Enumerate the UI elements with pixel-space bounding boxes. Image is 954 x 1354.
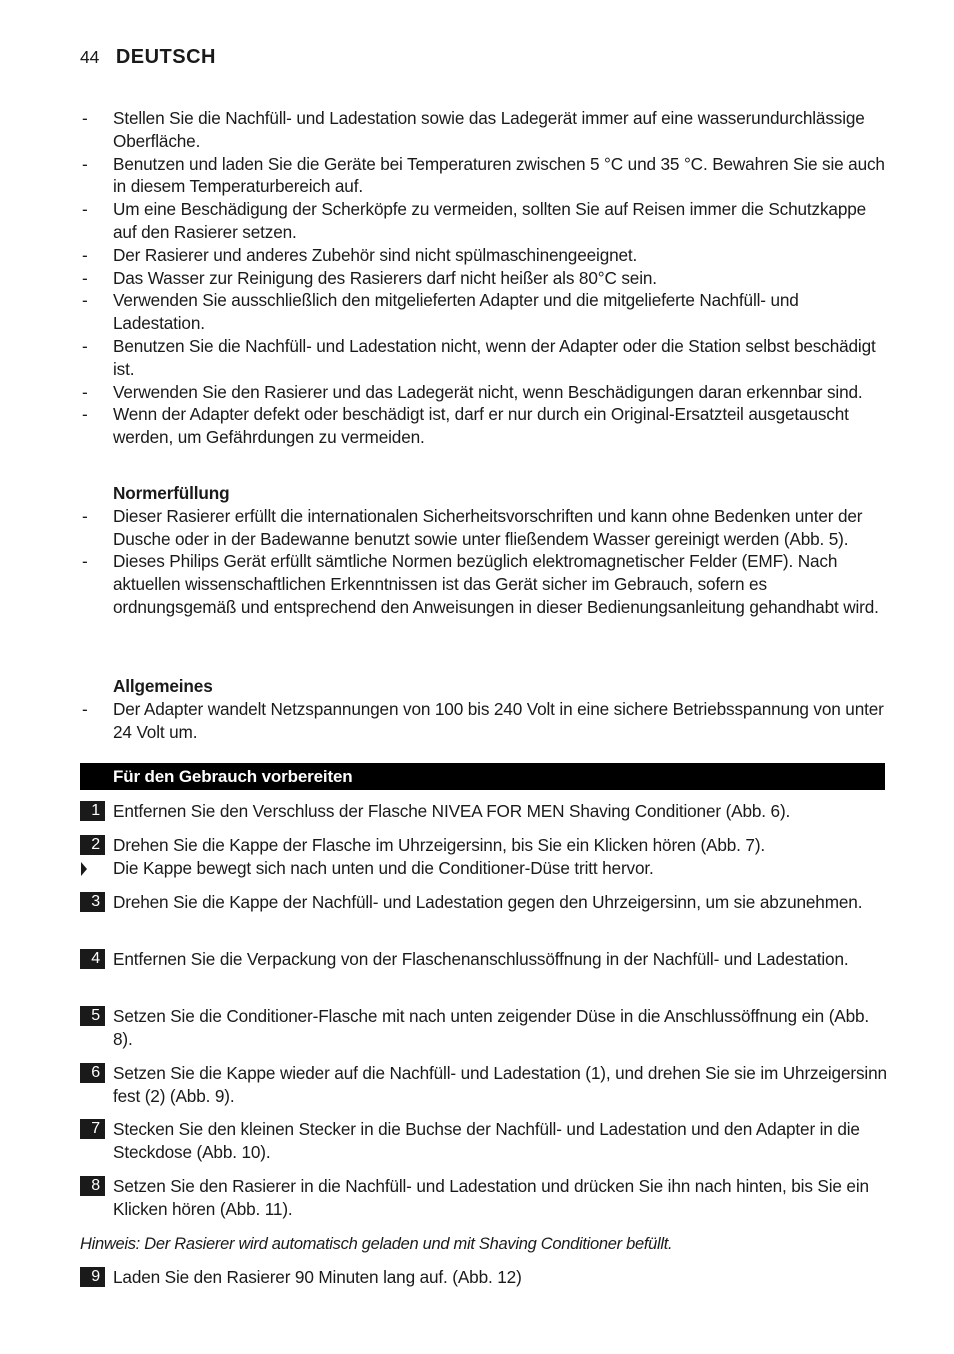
list-item: - Der Adapter wandelt Netzspannungen von 100 bis 240 Volt in eine sichere Betriebsspannung von unter 24 Volt um.: [82, 698, 884, 742]
prep-section-bar: Für den Gebrauch vorbereiten: [80, 763, 885, 790]
step-number: 5: [80, 1006, 105, 1026]
list-item: - Wenn der Adapter defekt oder beschädigt ist, darf er nur durch ein Original-Ersatzteil ausgetauscht werden, um Gefährdungen zu vermeiden.: [82, 404, 849, 448]
step-number: 3: [80, 892, 105, 912]
list-item: - Stellen Sie die Nachfüll- und Ladestation sowie das Ladegerät immer auf eine wasserundurchlässige Oberfläche.: [82, 108, 865, 151]
warnings-list: [80, 107, 890, 449]
step-5: 5 Setzen Sie die Conditioner-Flasche mit nach unten zeigender Düse in die Anschlussöffnung ein (Abb. 8).: [80, 1005, 890, 1051]
compliance-section: [80, 482, 890, 619]
step-number: 6: [80, 1063, 105, 1083]
list-item: - Der Rasierer und anderes Zubehör sind nicht spülmaschinengeeignet.: [82, 244, 638, 265]
general-heading: Allgemeines: [113, 676, 213, 696]
list-item: - Dieses Philips Gerät erfüllt sämtliche Normen bezüglich elektromagnetischer Felder (EMF). Nach aktuellen wissenschaftlichen Erkenntnissen ist das Gerät sicher im Gebrauch, sofern es ordnungsgemäß und entsprechend den Anweisungen in dieser Bedienungsanleitung gehandhabt wird.: [82, 551, 879, 617]
page-number: 44: [80, 47, 100, 67]
list-item: - Benutzen und laden Sie die Geräte bei Temperaturen zwischen 5 °C und 35 °C. Bewahren Sie sie auch in diesem Temperaturbereich auf.: [82, 153, 885, 197]
step-number: 4: [80, 949, 105, 969]
list-item: - Dieser Rasierer erfüllt die internationalen Sicherheitsvorschriften und kann ohne Bedenken unter der Dusche oder in der Badewanne benutzt sowie unter fließendem Wasser gereinigt werden (Abb. 5).: [82, 505, 863, 549]
step-2: 2 Drehen Sie die Kappe der Flasche im Uhrzeigersinn, bis Sie ein Klicken hören (Abb. 7).: [80, 834, 890, 857]
result-arrow-icon: [81, 862, 87, 876]
section-title: DEUTSCH: [115, 46, 216, 68]
step-8: 8 Setzen Sie den Rasierer in die Nachfüll- und Ladestation und drücken Sie ihn nach hinten, bis Sie ein Klicken hören (Abb. 11).: [80, 1175, 890, 1221]
list-item: - Um eine Beschädigung der Scherköpfe zu vermeiden, sollten Sie auf Reisen immer die Schutzkappe auf den Rasierer setzen.: [82, 199, 867, 242]
step-number: 1: [80, 801, 105, 821]
step-number: 2: [80, 835, 105, 855]
list-item: - Das Wasser zur Reinigung des Rasierers darf nicht heißer als 80°C sein.: [82, 267, 657, 288]
step-7: 7 Stecken Sie den kleinen Stecker in die Buchse der Nachfüll- und Ladestation und den Adapter in die Steckdose (Abb. 10).: [80, 1118, 890, 1164]
general-section: [80, 675, 890, 743]
step-6: 6 Setzen Sie die Kappe wieder auf die Nachfüll- und Ladestation (1), und drehen Sie sie im Uhrzeigersinn fest (2) (Abb. 9).: [80, 1062, 890, 1108]
step-3: 3 Drehen Sie die Kappe der Nachfüll- und Ladestation gegen den Uhrzeigersinn, um sie abzunehmen.: [80, 891, 890, 914]
step-2-result: Die Kappe bewegt sich nach unten und die Conditioner-Düse tritt hervor.: [80, 857, 890, 880]
list-item: - Verwenden Sie den Rasierer und das Ladegerät nicht, wenn Beschädigungen daran erkennbar sind.: [82, 381, 863, 402]
step-4: 4 Entfernen Sie die Verpackung von der Flaschenanschlussöffnung in der Nachfüll- und Ladestation.: [80, 948, 890, 971]
step-9: 9 Laden Sie den Rasierer 90 Minuten lang auf. (Abb. 12): [80, 1266, 890, 1289]
step-number: 8: [80, 1176, 105, 1196]
step-number: 9: [80, 1267, 105, 1287]
note-text: Hinweis: Der Rasierer wird automatisch geladen und mit Shaving Conditioner befüllt.: [80, 1235, 673, 1253]
page-header: [80, 46, 216, 74]
list-item: - Benutzen Sie die Nachfüll- und Ladestation nicht, wenn der Adapter oder die Station selbst beschädigt ist.: [82, 335, 876, 379]
compliance-heading: Normerfüllung: [113, 483, 230, 503]
step-1: 1 Entfernen Sie den Verschluss der Flasche NIVEA FOR MEN Shaving Conditioner (Abb. 6).: [80, 800, 890, 823]
step-number: 7: [80, 1119, 105, 1139]
list-item: - Verwenden Sie ausschließlich den mitgelieferten Adapter und die mitgelieferte Nachfüll- und Ladestation.: [82, 290, 799, 334]
